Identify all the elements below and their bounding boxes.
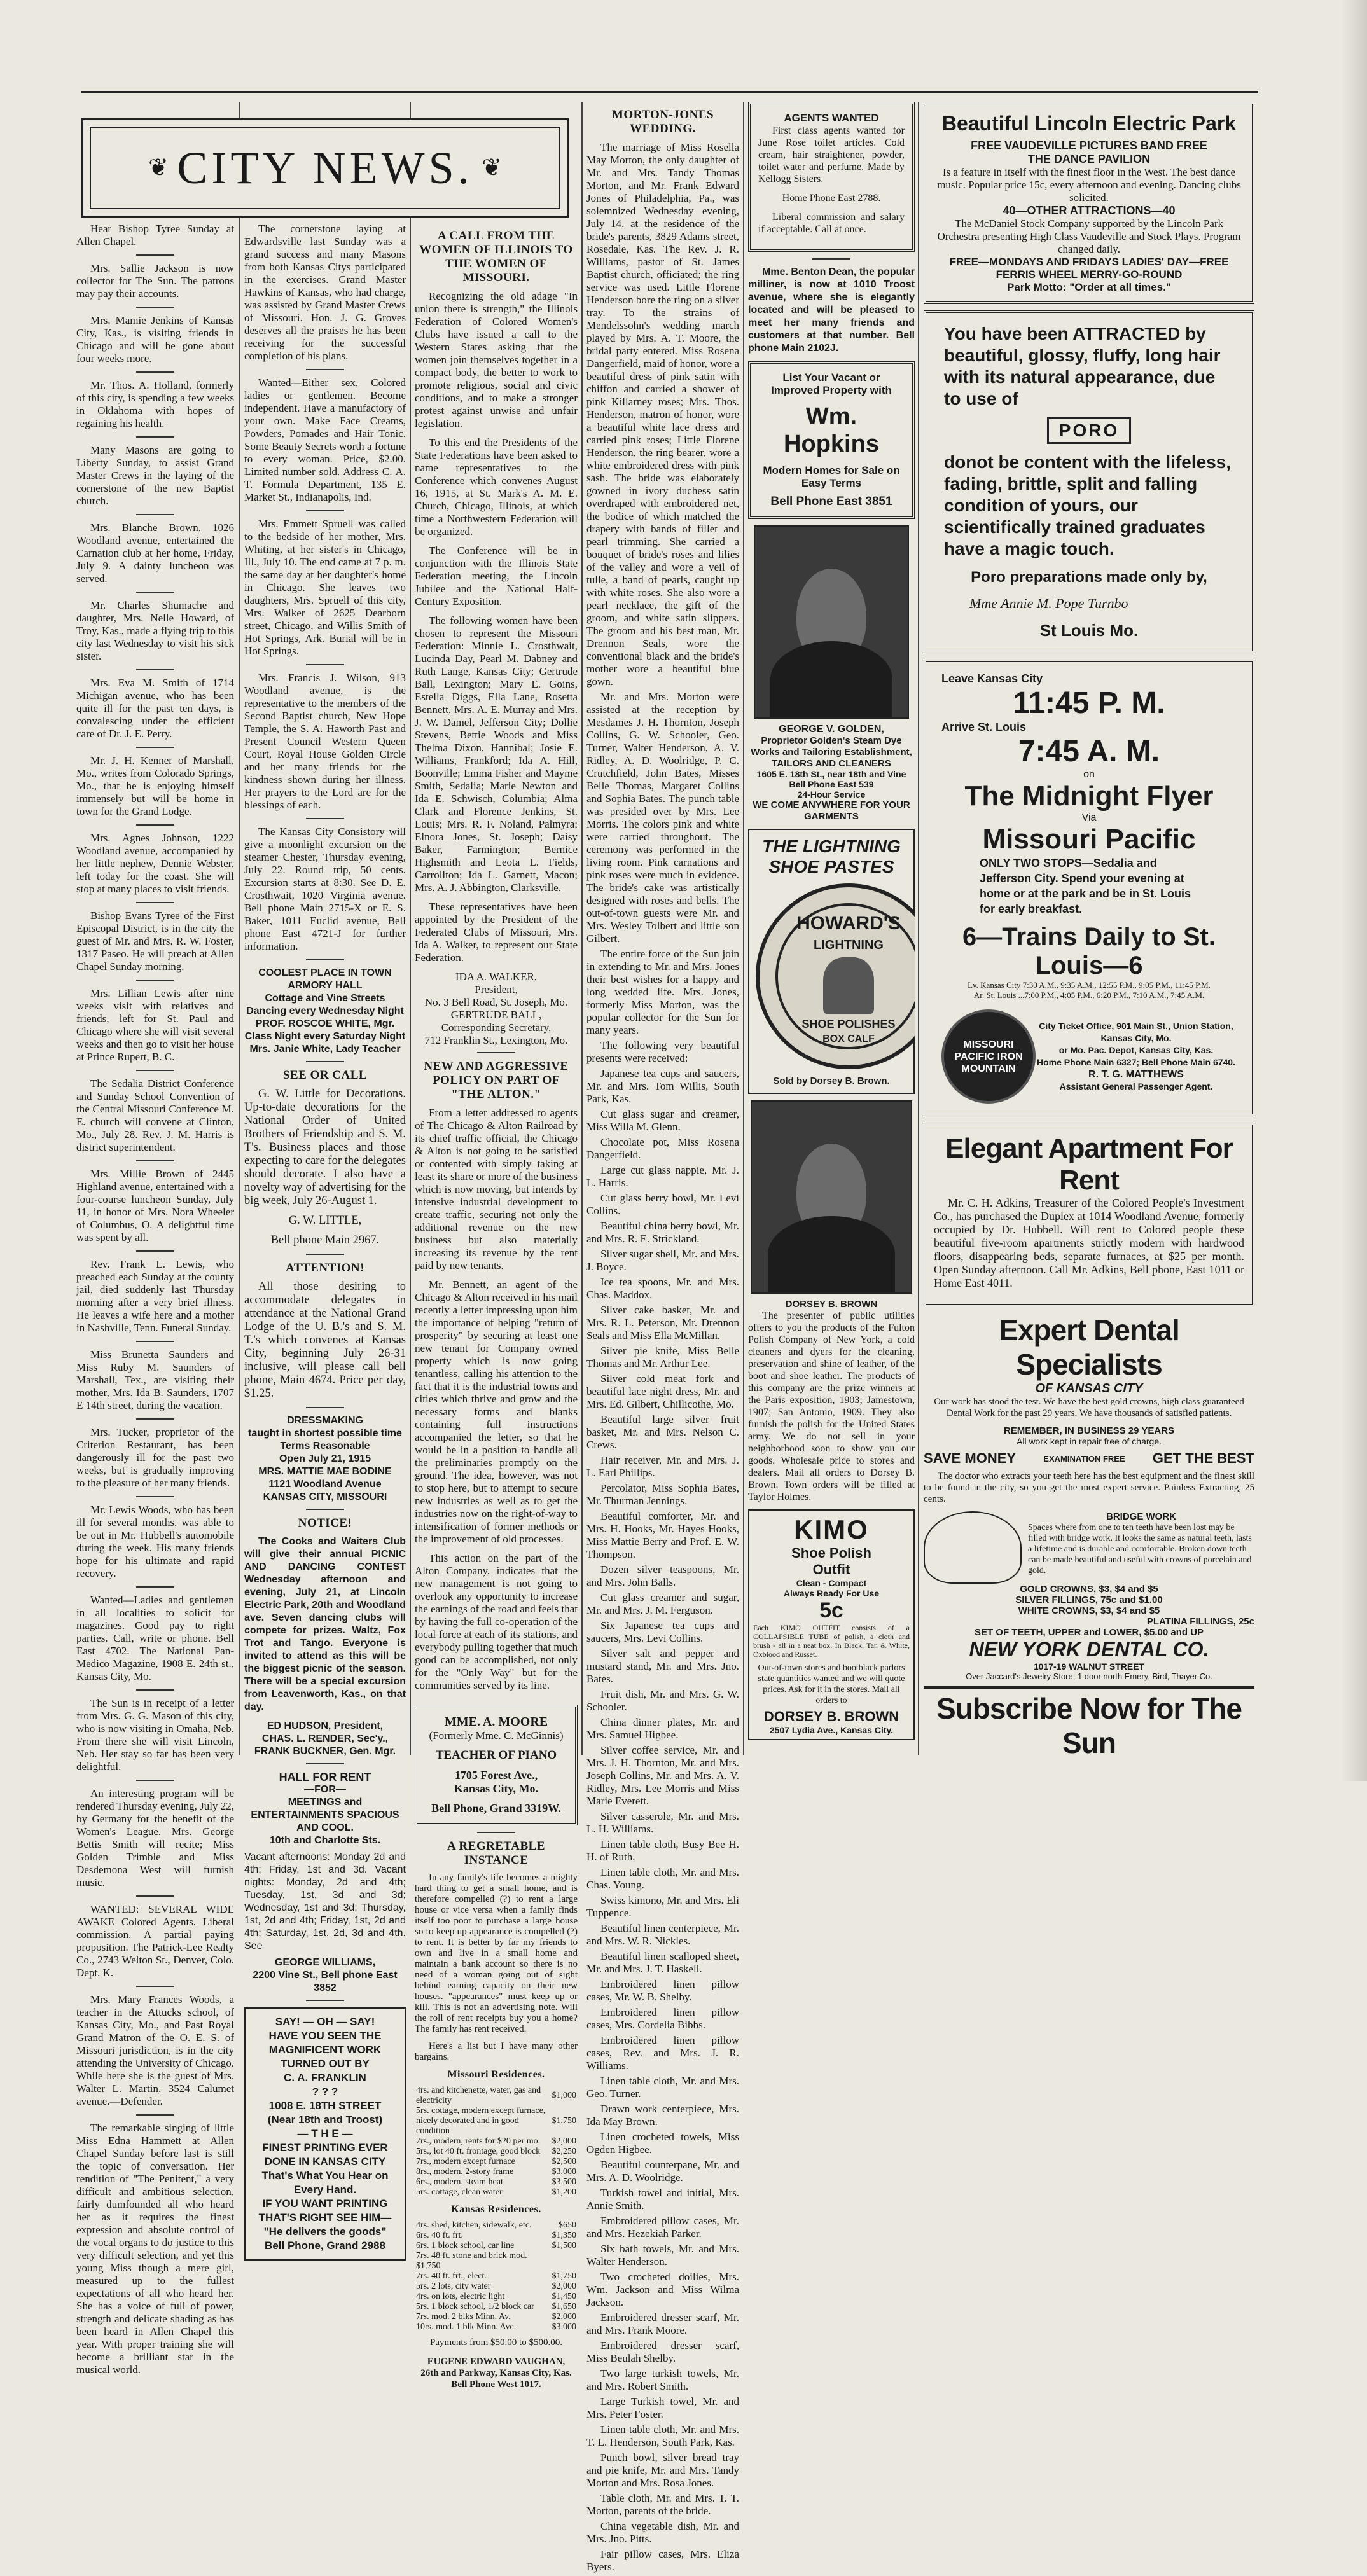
listing-row: 8rs., modern, 2-story frame $3,000 xyxy=(416,2167,576,2177)
article-paragraph: Six bath towels, Mr. and Mrs. Walter Henderson. xyxy=(586,2243,739,2268)
leaf-ornament-right-icon: ❦ xyxy=(482,155,502,181)
article-paragraph: Cut glass berry bowl, Mr. Levi Collins. xyxy=(586,1192,739,1217)
article-paragraph: The entire force of the Sun join in extending to Mr. and Mrs. Jones their best wishes for a happy and long wedded life. Mrs. Jones, formerly Miss Morton, was the popular collector for the Sun for many years. xyxy=(586,948,739,1036)
article-paragraph: These representatives have been appointed by the President of the Federated Clubs of Missouri, Mrs. Ida A. Walker, to represent our State Federation. xyxy=(415,901,578,964)
article-paragraph: Mr. and Mrs. Morton were assisted at the reception by Mesdames J. H. Thornton, Joseph Collins, G. W. Schooler, Geo. Turner, Walter Henderson, A. V. Ridley, A. D. Woolridge, P. C. Crutchfield, John Bates, Misses Belle Thomas, Margaret Collins and Sophia Bates. The punch table was presided over by Mrs. Lee Morris. The colors pink and white were carried throughout. The ceremony was performed in the living room. Pink carnations and pink roses were much in evidence. The bride's cake was artistically designed with roses and bells. The out-of-town guests were Mr. and Mrs. Wesley Tolbert and little son Gilbert. xyxy=(586,691,739,945)
article-paragraph: Fruit dish, Mr. and Mrs. G. W. Schooler. xyxy=(586,1688,739,1713)
news-item: Mrs. Blanche Brown, 1026 Woodland avenue, entertained the Carnation club at her home, Friday, July 9. A dainty luncheon was served. xyxy=(76,522,234,585)
ad-line: Mrs. Janie White, Lady Teacher xyxy=(249,1044,401,1055)
poro-ad: You have been ATTRACTED by beautiful, glossy, fluffy, long hair with its natural appearance, due to use of PORO donot be content with the lifeless, fading, brittle, split and falling condition of yours, our scientifically trained graduates have a magic touch. Poro preparations made only by, Mme Annie M. Pope Turnbo St Louis Mo. xyxy=(924,310,1254,653)
hopkins-ad: List Your Vacant or Improved Property with Wm. Hopkins Modern Homes for Sale on Easy Terms Bell Phone East 3851 xyxy=(748,361,915,519)
listing-row: 4rs. on lots, electric light $1,450 xyxy=(416,2292,576,2301)
signature-line: No. 3 Bell Road, St. Joseph, Mo. xyxy=(424,996,568,1008)
lightning-shoe-paste-ad: THE LIGHTNING SHOE PASTES HOWARD'S LIGHTNING SHOE POLISHES BOX CALF Sold by Dorsey B. Brown. xyxy=(748,829,915,1094)
column-rule xyxy=(581,102,583,1755)
news-item: An interesting program will be rendered Thursday evening, July 22, by Germany for the benefit of the Women's League. Mrs. George Bettis Smith will recite; Miss Golden Trimble and Miss Desdemona West will furnish music. xyxy=(76,1787,234,1888)
article-paragraph: Silver cake basket, Mr. and Mrs. R. L. Peterson, Mr. Drennon Seals and Miss Ella McMillan. xyxy=(586,1304,739,1341)
column-five: AGENTS WANTED First class agents wanted for June Rose toilet articles. Cold cream, hair straightener, powder, toilet water and perfume. Made by Kellogg Sisters. Home Phone East 2788. Liberal commission and salary if acceptable. Call at once. Mme. Benton Dean, the popular milliner, is now at 1010 Troost avenue, where she is elegantly located and will be pleased to meet her many friends and customers at that number. Bell phone Main 2102J. List Your Vacant or Improved Property with Wm. Hopkins Modern Homes for Sale on Easy Terms Bell Phone East 3851 GEORGE V. GOLDEN, Proprietor Golden's Steam Dye Works and Tailoring Establishment, TAILORS AND CLEANERS 1605 E. 18th St., near 18th and Vine Bell Phone East 539 24-Hour Service WE COME ANYWHERE FOR YOUR GARMENTS THE LIGHTNING SHOE PASTES HOWARD'S LIGHTNING SHOE POLISHES BOX CALF Sold by Dorsey B. Brown. DORSEY B. BROWN The presenter of public utilities offers to you the products of the Fulton Polish Company of New York, a cold cleaners and dyers for the cleaning, preservation and shine of leather, of the boot and shoe leather. The products of this company are the prize winners at the Paris exposition, 1903; Jamestown, 1907; San Antonio, 1909. They also furnish the polish for the United States army. We do not sell in your neighborhood soon to show you our goods. Wholesale price to stores and dealers. Mail all orders to Dorsey B. Brown. Town orders will be filled at Taylor Holmes. KIMO Shoe Polish Outfit Clean - Compact Always Ready For Use 5c Each KIMO OUTFIT consists of a COLLAPSIBLE TUBE of polish, a cloth and brush - all in a neat box. In Black, Tan & White, Oxblood and Russet. Out-of-town stores and bootblack parlors state quantities wanted and we will quote prices. Ask for it in the stores. Mail all orders to DORSEY B. BROWN 2507 Lydia Ave., Kansas City. xyxy=(748,102,915,1747)
news-item: WANTED: SEVERAL WIDE AWAKE Colored Agents. Liberal commission. A partial paying proposition. The Patrick-Lee Realty Co., 2743 Welton St., Denver, Colo. Dept. K. xyxy=(76,1903,234,1979)
article-paragraph: Embroidered dresser scarf, Miss Beulah Shelby. xyxy=(586,2339,739,2364)
article-paragraph: Dozen silver teaspoons, Mr. and Mrs. John Balls. xyxy=(586,1563,739,1588)
news-item: The Kansas City Consistory will give a moonlight excursion on the steamer Chester, Thursday evening, July 22. Round trip, 50 cents. Excursion starts at 8:30. See D. E. Crosthwait, 1020 Virginia avenue. Bell phone Main 2715-X or E. S. Baker, 1011 Euclid avenue, Bell phone East 4721-J for further information. xyxy=(244,826,406,952)
signature-line: Bell Phone West 1017. xyxy=(451,2379,541,2390)
piano-teacher-ad: MME. A. MOORE (Formerly Mme. C. McGinnis) TEACHER OF PIANO 1705 Forest Ave., Kansas City, Mo. Bell Phone, Grand 3319W. xyxy=(415,1705,578,1825)
article-paragraph: Chocolate pot, Miss Rosena Dangerfield. xyxy=(586,1136,739,1161)
ad-line: PROF. ROSCOE WHITE, Mgr. xyxy=(255,1018,395,1029)
column-rule xyxy=(743,102,744,1755)
alton-policy-heading: NEW AND AGGRESSIVE POLICY ON PART OF "THE ALTON." xyxy=(424,1060,569,1101)
column-three: A CALL FROM THE WOMEN OF ILLINOIS TO THE WOMEN OF MISSOURI. Recognizing the old adage "In union there is strength," the Illinois Federation of Colored Women's Clubs have issued a call to the Western States asking that the women join themselves together in a compact body, the better to work to promote religious, social and civic conditions, and to make a stronger protest against unwise and unfair legislation. To this end the Presidents of the State Federations have been asked to name representatives to the Conference which convenes August 16, 1915, at St. Mark's A. M. E. Church, Chicago, Illinois, at which time a Northwestern Federation will be organized. The Conference will be in conjunction with the Illinois State Federation meeting, the Lincoln Jubilee and the National Half-Century Exposition. The following women have been chosen to represent the Missouri Federation: Minnie L. Crosthwait, Lucinda Day, Pearl M. Dabney and Ruth Lange, Kansas City; Gertrude Ball, Lexington; Mary E. Goins, Estella Diggs, Ella Lane, Rosetta Bennett, Mrs. A. E. Murray and Mrs. J. W. Damel, Jefferson City; Dollie Stevens, Bettie Woods and Miss Thelma Dixon, Hannibal; Josie E. Williams, Frankford; Ida A. Hill, Boonville; Emma Fisher and Mayme Smith, Sedalia; Marie Newton and Ida E. Schwisch, Columbia; Alma Clark and Florence Jenkins, St. Louis; Mrs. R. F. Noland, Palmyra; Elnora Jones, St. Joseph; Daisy Baker, Farmington; Bernice Highsmith and Leota L. Fields, Carrollton; Ida L. Garnett, Macon; Mrs. A. J. Abbington, Clarksville. These representatives have been appointed by the President of the Federated Clubs of Missouri, Mrs. Ida A. Walker, to represent our State Federation. IDA A. WALKER, President, No. 3 Bell Road, St. Joseph, Mo. GERTRUDE BALL, Corresponding Secretary, 712 Franklin St., Lexington, Mo. NEW AND AGGRESSIVE POLICY ON PART OF "THE ALTON." From a letter addressed to agents of The Chicago & Alton Railroad by its chief traffic official, the Chicago & Alton is not going to be satisfied or contented with simply taking at least its share or more of the business which is now moving, but intends by intensive industrial development to create traffic, securing not only the additional revenue on the new business but also materially increasing its revenue by the rent paid by new tenants. Mr. Bennett, an agent of the Chicago & Alton received in his mail recently a letter impressing upon him the importance of helping "return of prosperity" by securing at least one new tenant for Company owned property which is now going tenantless, calling his attention to the fact that it is the industrial towns and cities which thrive and grow and the necessary forms and blanks containing full instructions accompanied the letter, so that he would be in a position to handle all the preliminaries promptly on the ground. The idea, however, was not to stop here, but to attempt to secure new industries as well as to get the industries now on the right-of-way to intensification of former methods or the improvement of old processes. This action on the part of the Alton Company, indicates that the new management is not going to overlook any opportunity to increase the earnings of the road and feels that by having the full co-operation of the local force at each of its stations, and everybody pulling together that much good can be accomplished, not only for the "Only Way" but for the communities served by its line. MME. A. MOORE (Formerly Mme. C. McGinnis) TEACHER OF PIANO 1705 Forest Ave., Kansas City, Mo. Bell Phone, Grand 3319W. A REGRETABLE INSTANCE In any family's life becomes a mighty hard thing to get a small home, and is therefore compelled (?) to rent a large house or vice versa when a family finds itself too poor to purchase a large house so to keep up appearance is compelled (?) to rent. It is better by far my friends to own and live in a small home and maintain a bank account so there is no need of a woman going out of sight behind earning capacity on their new houses. "appearances" must keep up or kill. This is not an advertising note. Will the roll of rent receipts buy you a home? The family has rent received. Here's a list but I have many other bargains. Missouri Residences. 4rs. and kitchenette, water, gas and electricity $1,000 5rs. cottage, modern except furnace, nicely decorated and in good condition $1,750 7rs., modern, rents for $20 per mo. $2,000 5rs., lot 40 ft. frontage, good block $2,250 7rs., modern except furnace $2,500 8rs., modern, 2-story frame $3,000 6rs., modern, steam heat $3,500 5rs. cottage, clean water $1,200 Kansas Residences. 4rs. shed, kitchen, sidewalk, etc. $650 6rs. 40 ft. frt. $1,350 6rs. 1 block school, car line $1,500 7rs. 48 ft. stone and brick mod. $1,750 7rs. 40 ft. frt., elect. $1,750 5rs. 2 lots, city water $2,000 4rs. on lots, electric light $1,450 5rs. 1 block school, 1/2 block car $1,650 7rs. mod. 2 blks Minn. Av. $2,000 10rs. mod. 1 blk Minn. Ave. $3,000 Payments from $50.00 to $500.00. EUGENE EDWARD VAUGHAN, 26th and Parkway, Kansas City, Kas. Bell Phone West 1017. xyxy=(415,229,578,2390)
dental-ad: Expert Dental Specialists OF KANSAS CITY Our work has stood the test. We have the best gold crowns, high class guaranteed Dental Work for the past 29 years. We have thousands of satisfied patients. REMEMBER, IN BUSINESS 29 YEARS All work kept in repair free of charge. SAVE MONEY EXAMINATION FREE GET THE BEST The doctor who extracts your teeth here has the best equipment and the finest skill to be found in the city, so you get the most expert service. Painless Extracting, 25 cents. BRIDGE WORK Spaces where from one to ten teeth have been lost may be filled with bridge work. It looks the same as natural teeth, lasts a lifetime and is durable and comfortable. Broken down teeth can be made beautiful and useful with crowns of porcelain and gold. GOLD CROWNS, $3, $4 and $5 SILVER FILLINGS, 75c and $1.00 WHITE CROWNS, $3, $4 and $5 PLATINA FILLINGS, 25c SET OF TEETH, UPPER and LOWER, $5.00 and UP NEW YORK DENTAL CO. 1017-19 WALNUT STREET Over Jaccard's Jewelry Store, 1 door north Emery, Bird, Thayer Co. xyxy=(924,1313,1254,1681)
article-paragraph: Beautiful linen centerpiece, Mr. and Mrs. W. R. Nickles. xyxy=(586,1922,739,1947)
article-paragraph: Beautiful comforter, Mr. and Mrs. H. Hooks, Mr. Hayes Hooks, Miss Mattie Berry and Prof. E. W. Thompson. xyxy=(586,1510,739,1560)
coolest-place-ad: COOLEST PLACE IN TOWN ARMORY HALL Cottage and Vine Streets Dancing every Wednesday Night PROF. ROSCOE WHITE, Mgr. Class Night every Saturday Night Mrs. Janie White, Lady Teacher xyxy=(244,967,406,1055)
article-paragraph: Linen table cloth, Busy Bee H. H. of Ruth. xyxy=(586,1838,739,1863)
apartment-ad: Elegant Apartment For Rent Mr. C. H. Adkins, Treasurer of the Colored People's Investment Co., has purchased the Duplex at 1014 Woodland Avenue, formerly occupied by Dr. Hubbell. Will rent to Colored people these beautiful five-room apartments strictly modern with hardwood floors, disappearing beds, separate furnaces, at $25 per month. Open Sunday afternoon. Call Mr. Adkins, Bell phone, East 1011 or Home East 4011. xyxy=(924,1123,1254,1306)
signature-line: 712 Franklin St., Lexington, Mo. xyxy=(424,1034,568,1046)
listing-row: 7rs., modern except furnace $2,500 xyxy=(416,2157,576,2166)
signature-line: 26th and Parkway, Kansas City, Kas. xyxy=(420,2368,572,2378)
article-paragraph: Percolator, Miss Sophia Bates, Mr. Thurman Jennings. xyxy=(586,1482,739,1507)
golden-ad: GEORGE V. GOLDEN, Proprietor Golden's Steam Dye Works and Tailoring Establishment, TAILORS AND CLEANERS 1605 E. 18th St., near 18th and Vine Bell Phone East 539 24-Hour Service WE COME ANYWHERE FOR YOUR GARMENTS xyxy=(751,724,912,822)
column-two-items xyxy=(244,223,406,953)
ad-line: "He delivers the goods" xyxy=(263,2226,387,2238)
listing-row: 6rs., modern, steam heat $3,500 xyxy=(416,2177,576,2187)
article-paragraph: Embroidered dresser scarf, Mr. and Mrs. Frank Moore. xyxy=(586,2311,739,2336)
article-paragraph: To this end the Presidents of the State Federations have been asked to name representatives to the Conference which convenes August 16, 1915, at St. Mark's A. M. E. Church, Chicago, Illinois, at which time a Northwestern Federation will be organized. xyxy=(415,436,578,537)
article-paragraph: The Conference will be in conjunction with the Illinois State Federation meeting, the Lincoln Jubilee and the National Half-Century Exposition. xyxy=(415,544,578,607)
news-item: Mr. Charles Shumache and daughter, Mrs. Nelle Howard, of Troy, Kas., made a flying trip to this city last Wednesday to visit his sick sister. xyxy=(76,599,234,662)
ad-line: taught in shortest possible time xyxy=(248,1428,402,1439)
signature-line: CHAS. L. RENDER, Sec'y., xyxy=(261,1733,389,1744)
listing-row: 7rs. mod. 2 blks Minn. Av. $2,000 xyxy=(416,2312,576,2322)
article-paragraph: From a letter addressed to agents of The Chicago & Alton Railroad by its chief traffic official, the Chicago & Alton is not going to be satisfied or contented with simply taking at least its share or more of the business which is now moving, but intends by intensive industrial development to create traffic, securing not only the additional revenue on the new business but also materially increasing its revenue by the rent paid by new tenants. xyxy=(415,1107,578,1271)
notice-body: The Cooks and Waiters Club will give their annual PICNIC AND DANCING CONTEST Wednesday afternoon and evening, July 21, at Lincoln Electric Park, 20th and Woodland ave. Seven dancing clubs will compete for prizes. Waltz, Fox Trot and Tango. Everyone is invited to attend as this will be the biggest picnic of the season. There will be a special excursion from Leavenworth, Kas., on that day. xyxy=(244,1536,406,1712)
ad-line: FINEST PRINTING EVER DONE IN KANSAS CITY xyxy=(262,2142,388,2168)
article-paragraph: Embroidered linen pillow cases, Mr. W. B. Shelby. xyxy=(586,1978,739,2003)
article-paragraph: Two crocheted doilies, Mrs. Wm. Jackson and Miss Wilma Jackson. xyxy=(586,2271,739,2308)
milliner-notice: Mme. Benton Dean, the popular milliner, is now at 1010 Troost avenue, where she is elegantly located and will be pleased to meet her many friends and customers at that number. Bell phone Main 2102J. xyxy=(748,267,915,354)
article-paragraph: Linen table cloth, Mr. and Mrs. Chas. Young. xyxy=(586,1866,739,1891)
news-item: Mr. Thos. A. Holland, formerly of this city, is spending a few weeks in Oklahoma with hopes of regaining his health. xyxy=(76,379,234,429)
news-item: The Sedalia District Conference and Sunday School Convention of the Central Missouri Conference M. E. church will convene at Clinton, Mo., July 28. Rev. J. M. Harris is district superintendent. xyxy=(76,1077,234,1153)
golden-portrait-photo xyxy=(754,525,909,719)
article-paragraph: Turkish towel and initial, Mrs. Annie Smith. xyxy=(586,2187,739,2212)
regretable-body: In any family's life becomes a mighty hard thing to get a small home, and is therefore compelled (?) to rent a large house or vice versa when a family finds itself too poor to purchase a large house so to keep up appearance is compelled (?) to rent. It is better by far my friends to own and live in a small home and maintain a bank account so there is no need of a woman going out of sight behind earning capacity on their new houses. "appearances" must keep up or kill. This is not an advertising note. Will the roll of rent receipts buy you a home? The family has rent received. xyxy=(415,1873,578,2034)
ad-line: Cottage and Vine Streets xyxy=(265,993,385,1004)
ad-line: Dancing every Wednesday Night xyxy=(246,1006,404,1016)
call-women-heading: A CALL FROM THE WOMEN OF ILLINOIS TO THE WOMEN OF MISSOURI. xyxy=(419,229,573,284)
lincoln-park-ad: Beautiful Lincoln Electric Park FREE VAUDEVILLE PICTURES BAND FREE THE DANCE PAVILION Is a feature in itself with the finest floor in the West. The best dance music. Popular price 15c, every afternoon and evening. Dancing clubs solicited. 40—OTHER ATTRACTIONS—40 The McDaniel Stock Company supported by the Lincoln Park Orchestra presenting High Class Vaudeville and Stock Plays. Program changed daily. FREE—MONDAYS AND FRIDAYS LADIES' DAY—FREE FERRIS WHEEL MERRY-GO-ROUND Park Motto: "Order at all times." xyxy=(924,102,1254,304)
article-paragraph: Large Turkish towel, Mr. and Mrs. Peter Foster. xyxy=(586,2395,739,2420)
hall-for-rent-ad: HALL FOR RENT —FOR— MEETINGS and ENTERTAINMENTS SPACIOUS AND COOL. 10th and Charlotte Sts. Vacant afternoons: Monday 2d and 4th; Friday, 1st and 3d. Vacant nights: Monday, 2d and 4th; Tuesday, 1st, 3d and 3d; Wednesday, 1st and 3d; Thursday, 1st, 2d and 4th; Friday, 1st, 2d and 4th; Saturday, 1st, 2d, 3d and 4th. See GEORGE WILLIAMS, 2200 Vine St., Bell phone East 3852 xyxy=(244,1771,406,1993)
poro-signature: Mme Annie M. Pope Turnbo xyxy=(969,595,1128,611)
dorsey-body: The presenter of public utilities offers to you the products of the Fulton Polish Company of New York, a cold cleaners and dyers for the cleaning, preservation and shine of leather, of the boot and shoe leather. The products of this company are the prize winners at the Paris exposition, 1903; Jamestown, 1907; San Antonio, 1909. They also furnish the polish for the United States army. We do not sell in your neighborhood soon to show you our goods. Wholesale price to stores and dealers. Mail all orders to Dorsey B. Brown. Town orders will be filled at Taylor Holmes. xyxy=(748,1310,915,1502)
article-paragraph: China dinner plates, Mr. and Mrs. Samuel Higbee. xyxy=(586,1716,739,1741)
news-item: Mrs. Millie Brown of 2445 Highland avenue, entertained with a four-course luncheon Sunday, July 11, in honor of Mrs. Nora Wheeler of Columbus, O. A delightful time was spent by all. xyxy=(76,1168,234,1243)
article-paragraph: Silver coffee service, Mr. and Mrs. J. H. Thornton, Mr. and Mrs. Joseph Collins, Mr. and Mrs. A. V. Ridley, Mrs. Lee Morris and Miss Marie Everett. xyxy=(586,1744,739,1807)
article-paragraph: Embroidered pillow cases, Mr. and Mrs. Hezekiah Parker. xyxy=(586,2215,739,2240)
article-paragraph: Beautiful large silver fruit basket, Mr. and Mrs. Nelson C. Crews. xyxy=(586,1413,739,1451)
listing-row: 5rs. cottage, clean water $1,200 xyxy=(416,2187,576,2197)
ad-line: That's What You Hear on Every Hand. xyxy=(261,2170,389,2196)
city-news-items xyxy=(76,223,234,2376)
attention-body: All those desiring to accommodate delegates in attendance at the National Grand Lodge of the U. B.'s and S. M. T.'s which convenes at Kansas City, beginning July 26-31 inclusive, will please call bell phone, Main 4674. Price per day, $1.25. xyxy=(244,1280,406,1400)
ad-line: Open July 21, 1915 xyxy=(279,1453,371,1464)
franklin-printing-ad xyxy=(244,2007,406,2261)
ad-line: 1008 E. 18TH STREET xyxy=(268,2100,382,2112)
city-news-title: CITY NEWS. xyxy=(177,142,473,193)
listing-row: 7rs. 48 ft. stone and brick mod. $1,750 xyxy=(416,2251,527,2271)
column-rule xyxy=(918,102,919,1755)
ad-line: MRS. MATTIE MAE BODINE xyxy=(258,1466,392,1477)
article-paragraph: Large cut glass nappie, Mr. J. L. Harris. xyxy=(586,1164,739,1189)
see-or-call-heading: SEE OR CALL xyxy=(282,1069,368,1082)
listing-row: 6rs. 40 ft. frt. $1,350 xyxy=(416,2231,576,2240)
ad-line: KANSAS CITY, MISSOURI xyxy=(263,1492,387,1502)
article-paragraph: This action on the part of the Alton Company, indicates that the new management is not going to overlook any opportunity to increase the earnings of the road and feels that by having the full co-operation of the local force at each of its stations, and everybody pulling together that much good can be accomplished, not only for the "Only Way" but for the communities served by its line. xyxy=(415,1552,578,1691)
news-item: The remarkable singing of little Miss Edna Hammett at Allen Chapel Sunday before last is still the topic of conversation. Her rendition of "The Penitent," a very difficult and ambitious selection, fairly dumfounded all who heard her as it requires the finest expression and absolute control of the vocal organs to do justice to this very difficult selection, and yet this young Miss though a mere girl, measured up to the fullest expectations of all who heard her. She has a voice of full of power, strength and delicate shading as has been heard in Allen Chapel this year. With proper training she will become a brilliant star in the musical world. xyxy=(76,2122,234,2376)
midnight-flyer-ad: Leave Kansas City 11:45 P. M. Arrive St. Louis 7:45 A. M. on The Midnight Flyer Via Missouri Pacific ONLY TWO STOPS—Sedalia and Jefferson City. Spend your evening at home or at the park and be in St. Louis for early breakfast. 6—Trains Daily to St. Louis—6 Lv. Kansas City 7:30 A.M., 9:35 A.M., 12:55 P.M., 9:05 P.M., 11:45 P.M. Ar. St. Louis ...7:00 P.M., 4:05 P.M., 6:20 P.M., 7:10 A.M., 7:45 A.M. MISSOURI PACIFIC IRON MOUNTAIN City Ticket Office, 901 Main St., Union Station, Kansas City, Mo. or Mo. Pac. Depot, Kansas City, Kas. Home Phone Main 6327; Bell Phone Main 6740. R. T. G. MATTHEWS Assistant General Passenger Agent. xyxy=(924,660,1254,1116)
ad-line: 1121 Woodland Avenue xyxy=(268,1479,382,1490)
article-paragraph: Linen crocheted towels, Miss Ogden Higbee. xyxy=(586,2131,739,2156)
article-paragraph: Ice tea spoons, Mr. and Mrs. Chas. Maddox. xyxy=(586,1276,739,1301)
attention-heading: ATTENTION! xyxy=(286,1261,364,1275)
article-paragraph: Japanese tea cups and saucers, Mr. and Mrs. Tom Willis, South Park, Kas. xyxy=(586,1067,739,1105)
article-paragraph: Beautiful counterpane, Mr. and Mrs. A. D. Woolridge. xyxy=(586,2159,739,2184)
column-rule xyxy=(239,102,240,1755)
news-item: Mrs. Agnes Johnson, 1222 Woodland avenue, accompanied by her little nephew, Dennie Webster, left today for the coast. She will stop at many places to visit friends. xyxy=(76,832,234,895)
article-paragraph: Recognizing the old adage "In union there is strength," the Illinois Federation of Colored Women's Clubs have issued a call to the Western States asking that the women join themselves together in a compact body, the better to work to promote religious, social and civic conditions, and to make a stronger protest against unwise and unfair legislation. xyxy=(415,290,578,429)
page-edge-shadow xyxy=(1342,0,1367,1781)
article-paragraph: Silver salt and pepper and mustard stand, Mr. and Mrs. Jno. Bates. xyxy=(586,1647,739,1685)
article-paragraph: Table cloth, Mr. and Mrs. T. T. Morton, parents of the bride. xyxy=(586,2492,739,2517)
article-paragraph: The following very beautiful presents were received: xyxy=(586,1039,739,1064)
article-paragraph: Cut glass creamer and sugar, Mr. and Mrs. J. M. Ferguson. xyxy=(586,1591,739,1616)
news-item: Mrs. Tucker, proprietor of the Criterion Restaurant, has been dangerously ill for the past two weeks, but is gradually improving to the pleasure of her many friends. xyxy=(76,1426,234,1489)
column-city-news xyxy=(76,223,234,2383)
listing-row: 6rs. 1 block school, car line $1,500 xyxy=(416,2241,576,2250)
listing-row: 5rs. 1 block school, 1/2 block car $1,650 xyxy=(416,2302,576,2311)
ad-line: TURNED OUT BY xyxy=(281,2058,370,2070)
article-paragraph: The following women have been chosen to represent the Missouri Federation: Minnie L. Crosthwait, Lucinda Day, Pearl M. Dabney and Ruth Lange, Kansas City; Gertrude Ball, Lexington; Mary E. Goins, Estella Diggs, Ella Lane, Rosetta Bennett, Mrs. A. E. Murray and Mrs. J. W. Damel, Jefferson City; Dollie Stevens, Bettie Woods and Miss Thelma Dixon, Hannibal; Josie E. Williams, Frankford; Ida A. Hill, Boonville; Emma Fisher and Mayme Smith, Sedalia; Marie Newton and Ida E. Schwisch, Columbia; Alma Clark and Florence Jenkins, St. Louis; Mrs. R. F. Noland, Palmyra; Elnora Jones, St. Joseph; Daisy Baker, Farmington; Bernice Highsmith and Leota L. Fields, Carrollton; Ida L. Garnett, Macon; Mrs. A. J. Abbington, Clarksville. xyxy=(415,614,578,894)
leaf-ornament-left-icon: ❦ xyxy=(148,155,169,181)
signature-line: EUGENE EDWARD VAUGHAN, xyxy=(427,2357,566,2367)
article-paragraph: Beautiful linen scalloped sheet, Mr. and Mrs. J. T. Haskell. xyxy=(586,1950,739,1975)
article-paragraph: China vegetable dish, Mr. and Mrs. Jno. Pitts. xyxy=(586,2520,739,2545)
listing-row: 5rs. 2 lots, city water $2,000 xyxy=(416,2282,576,2291)
news-item: Mrs. Mary Frances Woods, a teacher in the Attucks school, of Kansas City, Mo., and Past Royal Grand Matron of the O. E. S. of Missouri jurisdiction, is in the city attending the University of Chicago. While here she is the guest of Mrs. Walter L. Martin, 3524 Calumet avenue.—Defender. xyxy=(76,1993,234,2107)
missouri-listings xyxy=(415,2086,578,2198)
news-item: Many Masons are going to Liberty Sunday, to assist Grand Master Crews in the laying of the cornerstone of the new Baptist church. xyxy=(76,444,234,507)
article-paragraph: Swiss kimono, Mr. and Mrs. Eli Tuppence. xyxy=(586,1894,739,1919)
denture-illustration-icon xyxy=(924,1511,1022,1584)
listing-row: 4rs. and kitchenette, water, gas and electricity $1,000 xyxy=(416,2086,576,2105)
listing-row: 4rs. shed, kitchen, sidewalk, etc. $650 xyxy=(416,2220,576,2230)
news-item: Hear Bishop Tyree Sunday at Allen Chapel. xyxy=(76,223,234,247)
ad-line: SAY! — OH — SAY! xyxy=(275,2016,375,2028)
signature-line: Corresponding Secretary, xyxy=(441,1021,552,1034)
kansas-listings xyxy=(415,2220,578,2332)
ad-line: IF YOU WANT PRINTING THAT'S RIGHT SEE HIM— xyxy=(258,2198,392,2224)
article-paragraph: Two large turkish towels, Mr. and Mrs. Robert Smith. xyxy=(586,2367,739,2392)
news-item: Mr. J. H. Kenner of Marshall, Mo., writes from Colorado Springs, Mo., that he is enjoying himself immensely but will be home in town for the Grand Lodge. xyxy=(76,754,234,817)
article-paragraph: Fair pillow cases, Mrs. Eliza Byers. xyxy=(586,2548,739,2573)
article-paragraph: Silver casserole, Mr. and Mrs. L. H. Williams. xyxy=(586,1810,739,1835)
news-item: The Sun is in receipt of a letter from Mrs. G. G. Mason of this city, who is now visiting in Omaha, Neb. From there she will visit Lincoln, Neb. Her stay so far has been very delightful. xyxy=(76,1697,234,1773)
article-paragraph: Punch bowl, silver bread tray and pie knife, Mr. and Mrs. Tandy Morton and Mrs. Rosa Jones. xyxy=(586,2451,739,2489)
article-paragraph: Linen table cloth, Mr. and Mrs. Geo. Turner. xyxy=(586,2075,739,2100)
signature-line: GERTRUDE BALL, xyxy=(450,1009,542,1021)
news-item: Rev. Frank L. Lewis, who preached each Sunday at the county jail, died suddenly last Thursday morning after a very brief illness. He leaves a wife here and a mother in Nashville, Tenn. Funeral Sunday. xyxy=(76,1258,234,1334)
news-item: Wanted—Ladies and gentlemen in all localities to solicit for magazines. Good pay to right parties. Call, write or phone. Bell East 4702. The National Pan-Medico Magazine, 1908 E. 24th st., Kansas City, Mo. xyxy=(76,1594,234,1682)
poro-logo: PORO xyxy=(1047,417,1131,444)
dorsey-portrait-photo xyxy=(751,1100,912,1294)
signature-line: IDA A. WALKER, xyxy=(455,971,538,983)
news-item: The cornerstone laying at Edwardsville last Sunday was a grand success and many Masons from both Kansas Citys participated in the exercises. Grand Master Hawkins of Kansas, who had charge, was assisted by Grand Master Crews of Missouri. Hon. J. G. Groves deserves all the praises he has been receiving for the successful completion of his plans. xyxy=(244,223,406,362)
dressmaking-ad: DRESSMAKING taught in shortest possible time Terms Reasonable Open July 21, 1915 MRS. MATTIE MAE BODINE 1121 Woodland Avenue KANSAS CITY, MISSOURI xyxy=(244,1415,406,1504)
subscribe-banner: Subscribe Now for The Sun xyxy=(936,1692,1242,1759)
news-item: Miss Brunetta Saunders and Miss Ruby M. Saunders of Marshall, Tex., are visiting their mother, Mrs. Ida B. Saunders, 1707 E 14th street, during the vacation. xyxy=(76,1348,234,1411)
column-two: The cornerstone laying at Edwardsville last Sunday was a grand success and many Masons from both Kansas Citys participated in the exercises. Grand Master Hawkins of Kansas, who had charge, was assisted by Grand Master Crews of Missouri. Hon. J. G. Groves deserves all the praises he has been receiving for the successful completion of his plans. Wanted—Either sex, Colored ladies or gentlemen. Become independent. Have a manufactory of your own. Make Face Creams, Powders, Pomades and Hair Tonic. Some Beauty Secrets worth a fortune to every woman. Price, $2.00. Limited number sold. Address C. A. T. Formula Department, 135 E. Market St., Indianapolis, Ind. Mrs. Emmett Spruell was called to the bedside of her mother, Mrs. Whiting, at her sister's in Chicago, Ill., July 10. The end came at 7 p. m. the same day at her daughter's home in Chicago. She leaves two daughters, Mrs. Spruell of this city, Mrs. Walker of 2625 Dearborn street, Chicago, and Willis Smith of Hot Springs, Ark. Burial will be in Hot Springs. Mrs. Francis J. Wilson, 913 Woodland avenue, is the representative to the members of the Second Baptist church, New Hope Temple, the S. A. Haworth Past and Present Council Western Queen Court, Royal House Golden Circle and her many friends for the kindness shown during her illness. Her prayers to the Lord are for the blessings of each. The Kansas City Consistory will give a moonlight excursion on the steamer Chester, Thursday evening, July 22. Round trip, 50 cents. Excursion starts at 8:30. See D. E. Crosthwait, 1020 Virginia avenue. Bell phone Main 2715-X or E. S. Baker, 1011 Euclid avenue, Bell phone East 4721-J for further information. COOLEST PLACE IN TOWN ARMORY HALL Cottage and Vine Streets Dancing every Wednesday Night PROF. ROSCOE WHITE, Mgr. Class Night every Saturday Night Mrs. Janie White, Lady Teacher SEE OR CALL G. W. Little for Decorations. Up-to-date decorations for the National Order of United Brothers of Friendship and S. M. T's. Business places and those expecting to care for the delegates should decorate. I also have a novelty way of advertising for the big week, July 26-August 1. G. W. LITTLE, Bell phone Main 2967. ATTENTION! All those desiring to accommodate delegates in attendance at the National Grand Lodge of the U. B.'s and S. M. T.'s which convenes at Kansas City, beginning July 26-31 inclusive, will please call bell phone, Main 4674. Price per day, $1.25. DRESSMAKING taught in shortest possible time Terms Reasonable Open July 21, 1915 MRS. MATTIE MAE BODINE 1121 Woodland Avenue KANSAS CITY, MISSOURI NOTICE! The Cooks and Waiters Club will give their annual PICNIC AND DANCING CONTEST Wednesday afternoon and evening, July 21, at Lincoln Electric Park, 20th and Woodland ave. Seven dancing clubs will compete for prizes. Waltz, Fox Trot and Tango. Everyone is invited to attend as this will be the biggest picnic of the season. There will be a special excursion from Leavenworth, Kas., on that day. ED HUDSON, President, CHAS. L. RENDER, Sec'y., FRANK BUCKNER, Gen. Mgr. HALL FOR RENT —FOR— MEETINGS and ENTERTAINMENTS SPACIOUS AND COOL. 10th and Charlotte Sts. Vacant afternoons: Monday 2d and 4th; Friday, 1st and 3d. Vacant nights: Monday, 2d and 4th; Tuesday, 1st, 3d and 3d; Wednesday, 1st and 3d; Thursday, 1st, 2d and 4th; Friday, 1st, 2d and 4th; Saturday, 1st, 2d, 3d and 4th. See GEORGE WILLIAMS, 2200 Vine St., Bell phone East 3852 SAY! — OH — SAY! HAVE YOU SEEN THE MAGNIFICENT WORK TURNED OUT BY C. A. FRANKLIN ? ? ? 1008 E. 18TH STREET (Near 18th and Troost) — T H E — FINEST PRINTING EVER DONE IN KANSAS CITY That's What You Hear on Every Hand. IF YOU WANT PRINTING THAT'S RIGHT SEE HIM— "He delivers the goods" Bell Phone, Grand 2988 xyxy=(244,223,406,2267)
article-paragraph: Linen table cloth, Mr. and Mrs. T. L. Henderson, South Park, Kas. xyxy=(586,2423,739,2448)
missouri-pacific-seal-icon: MISSOURI PACIFIC IRON MOUNTAIN xyxy=(941,1009,1036,1104)
article-paragraph: Hair receiver, Mr. and Mrs. J. L. Earl Phillips. xyxy=(586,1454,739,1479)
ad-line: ? ? ? xyxy=(312,2086,338,2098)
ad-line: Class Night every Saturday Night xyxy=(244,1031,406,1042)
news-item: Mrs. Lillian Lewis after nine weeks visit with relatives and friends, left for St. Paul and Chicago where she will visit several weeks and then go to visit her house at Prince Rupert, B. C. xyxy=(76,987,234,1063)
signature-line: ED HUDSON, President, xyxy=(267,1721,384,1731)
column-six xyxy=(924,102,1254,1760)
listing-row: 10rs. mod. 1 blk Minn. Ave. $3,000 xyxy=(416,2322,576,2332)
listing-row: 7rs., modern, rents for $20 per mo. $2,000 xyxy=(416,2136,576,2146)
article-paragraph: Beautiful china berry bowl, Mr. and Mrs. R. E. Strickland. xyxy=(586,1220,739,1245)
article-paragraph: Drawn work centerpiece, Mrs. Ida May Brown. xyxy=(586,2103,739,2128)
kimo-ad: KIMO Shoe Polish Outfit Clean - Compact Always Ready For Use 5c Each KIMO OUTFIT consists of a COLLAPSIBLE TUBE of polish, a cloth and brush - all in a neat box. In Black, Tan & White, Oxblood and Russet. Out-of-town stores and bootblack parlors state quantities wanted and we will quote prices. Ask for it in the stores. Mail all orders to DORSEY B. BROWN 2507 Lydia Ave., Kansas City. xyxy=(748,1509,915,1740)
city-news-title-box xyxy=(81,118,569,218)
news-item: Mr. Lewis Woods, who has been ill for several months, was able to be out in Mr. Hubbell's automobile during the week. His many friends hope for his ultimate and rapid recovery. xyxy=(76,1504,234,1579)
news-item: Mrs. Eva M. Smith of 1714 Michigan avenue, who has been quite ill for the past ten days, is convalescing under the efficient care of Dr. J. E. Perry. xyxy=(76,677,234,740)
ad-line: (Near 18th and Troost) xyxy=(267,2114,383,2126)
signature-line: FRANK BUCKNER, Gen. Mgr. xyxy=(254,1746,396,1757)
ad-line: HAVE YOU SEEN THE xyxy=(268,2030,382,2042)
listing-row: 5rs., lot 40 ft. frontage, good block $2,250 xyxy=(416,2147,576,2156)
ad-line: C. A. FRANKLIN xyxy=(284,2072,366,2084)
ad-line: MAGNIFICENT WORK xyxy=(268,2044,382,2056)
shoe-polish-tin-icon: HOWARD'S LIGHTNING SHOE POLISHES BOX CALF xyxy=(756,883,915,1069)
article-paragraph: Silver sugar shell, Mr. and Mrs. J. Boyce. xyxy=(586,1248,739,1273)
signature-line: President, xyxy=(475,983,518,995)
article-paragraph: Embroidered linen pillow cases, Rev. and Mrs. J. R. Williams. xyxy=(586,2034,739,2072)
article-paragraph: Mr. Bennett, an agent of the Chicago & Alton received in his mail recently a letter impressing upon him the importance of helping "return of prosperity" by securing at least one new tenant for Company owned property which is now going tenantless, calling his attention to the fact that it is the industrial towns and cities which thrive and grow and the necessary forms and blanks containing full instructions accompanied the letter, so that he would be in a position to handle all the preliminaries promptly on the ground. The idea, however, was not to stop here, but to attempt to secure new industries as well as to get the industries now on the right-of-way to intensification of former methods or the improvement of old processes. xyxy=(415,1278,578,1545)
listing-row: 5rs. cottage, modern except furnace, nicely decorated and in good condition $1,750 xyxy=(416,2106,576,2136)
see-or-call-body: G. W. Little for Decorations. Up-to-date decorations for the National Order of United Brothers of Friendship and S. M. T's. Business places and those expecting to care for the delegates should decorate. I also have a novelty way of advertising for the big week, July 26-August 1. xyxy=(244,1088,406,1207)
news-item: Mrs. Francis J. Wilson, 913 Woodland avenue, is the representative to the members of the Second Baptist church, New Hope Temple, the S. A. Haworth Past and Present Council Western Queen Court, Royal House Golden Circle and her many friends for the kindness shown during her illness. Her prayers to the Lord are for the blessings of each. xyxy=(244,672,406,811)
news-item: Mrs. Mamie Jenkins of Kansas City, Kas., is visiting friends in Chicago and will be gone about four weeks more. xyxy=(76,314,234,364)
article-paragraph: Cut glass sugar and creamer, Miss Willa M. Glenn. xyxy=(586,1108,739,1133)
article-paragraph: Six Japanese tea cups and saucers, Mrs. Levi Collins. xyxy=(586,1619,739,1644)
article-paragraph: Silver pie knife, Miss Belle Thomas and Mr. Arthur Lee. xyxy=(586,1345,739,1369)
ad-line: Bell Phone, Grand 2988 xyxy=(265,2240,385,2252)
agents-wanted-ad: AGENTS WANTED First class agents wanted for June Rose toilet articles. Cold cream, hair straightener, powder, toilet water and perfume. Made by Kellogg Sisters. Home Phone East 2788. Liberal commission and salary if acceptable. Call at once. xyxy=(748,102,915,252)
article-paragraph: The marriage of Miss Rosella May Morton, the only daughter of Mr. and Mrs. Tandy Thomas Morton, and Mr. Frank Edward Jones of Philadelphia, Pa., was solemnized Wednesday evening, July 14, at the residence of the bride's parents, 3829 Adams street, Rosedale, Kas. The Rev. J. R. Williams, pastor of St. James Baptist church, officiated; the ring service was used. Little Florene Henderson bore the ring on a silver tray. To the strains of Mendelssohn's wedding march played by Mrs. A. T. Moore, the bridal party entered. Miss Rosena Dangerfield, maid of honor, wore a beautiful dress of pink satin with chiffon and carried a shower of pink Killarney roses; Mrs. Thos. Henderson, matron of honor, wore a beautiful white lace dress and carried pink roses; Little Florene Henderson, the ring bearer, wore a white embroidered dress with pink sash. The bride was elaborately gowned in ivory duchess satin overdraped with embroidered net, the bodice of which matched the drapery with bands of fillet and pearl trimming. She carried a bouquet of bride's roses and lilies of the valley and wore a veil of tulle, a band of pearls, caught up with white roses. She also wore a pearl necklace, the gift of the groom, and white satin slippers. The groom and his best man, Mr. Drennon Seals, wore the conventional black and the bride's mother wore a beautiful blue gown. xyxy=(586,141,739,688)
listing-row: 7rs. 40 ft. frt., elect. $1,750 xyxy=(416,2271,576,2281)
news-item: Wanted—Either sex, Colored ladies or gentlemen. Become independent. Have a manufactory of your own. Make Face Creams, Powders, Pomades and Hair Tonic. Some Beauty Secrets worth a fortune to every woman. Price, $2.00. Limited number sold. Address C. A. T. Formula Department, 135 E. Market St., Indianapolis, Ind. xyxy=(244,377,406,503)
news-item: Bishop Evans Tyree of the First Episcopal District, is in the city the guest of Mr. and Mrs. R. W. Foster, 1317 Paseo. He will preach at Allen Chapel Sunday morning. xyxy=(76,910,234,973)
notice-heading: NOTICE! xyxy=(298,1516,352,1530)
wedding-heading: MORTON-JONES WEDDING. xyxy=(611,108,714,135)
news-item: Mrs. Sallie Jackson is now collector for The Sun. The patrons may pay their accounts. xyxy=(76,262,234,300)
top-rule xyxy=(81,91,1258,93)
column-four xyxy=(586,102,739,2576)
article-paragraph: Silver cold meat fork and beautiful lace night dress, Mr. and Mrs. Ed. Gilbert, Chillicothe, Mo. xyxy=(586,1373,739,1410)
ad-line: Terms Reasonable xyxy=(280,1441,370,1451)
article-paragraph: Embroidered linen pillow cases, Mrs. Cordelia Bibbs. xyxy=(586,2006,739,2031)
news-item: Mrs. Emmett Spruell was called to the bedside of her mother, Mrs. Whiting, at her sister's in Chicago, Ill., July 10. The end came at 7 p. m. the same day at her daughter's home in Chicago. She leaves two daughters, Mrs. Spruell of this city, Mrs. Walker of 2625 Dearborn street, Chicago, and Willis Smith of Hot Springs, Ark. Burial will be in Hot Springs. xyxy=(244,518,406,657)
regretable-heading: A REGRETABLE INSTANCE xyxy=(447,1839,545,1867)
ad-line: — T H E — xyxy=(297,2128,353,2140)
column-rule xyxy=(410,102,411,1755)
